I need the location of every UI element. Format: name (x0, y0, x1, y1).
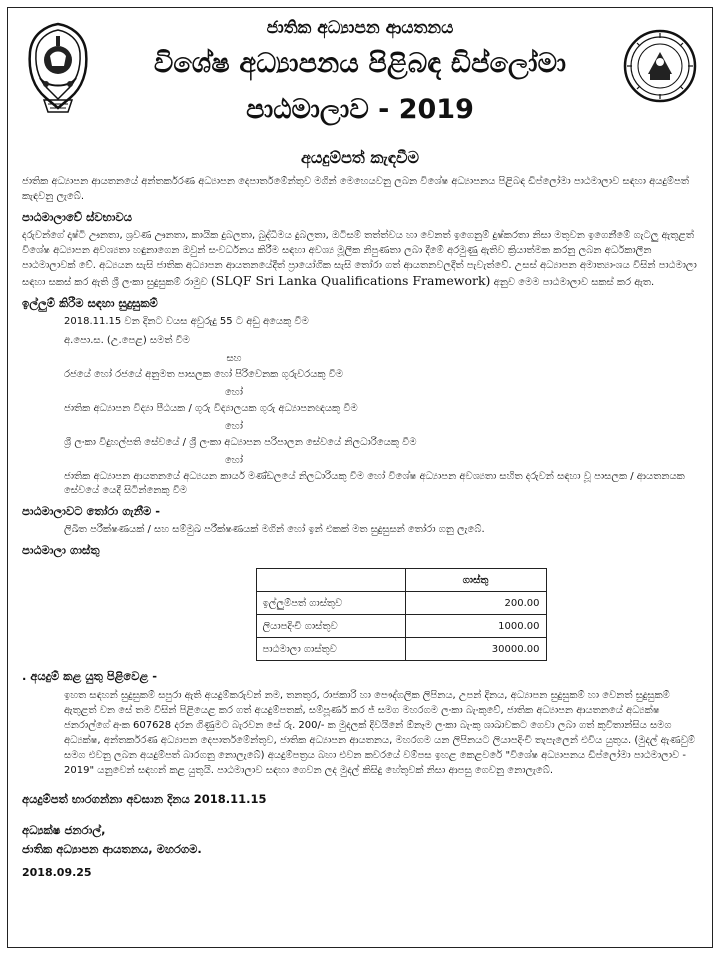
application-text: ඉහත සඳහන් සුදුසුකම් සපුරා ඇති අයදුම්කරුවන් නම, තනතුර, රාජකාරි හා පෞද්ගලික ලිපිනය, උපන් දිනය, අධ්‍යාපන සුදුසුකම් හා වෙනත් සුදුසුකම් ඇතුළත් වන සේ තම විසින් පිළියෙළ කර ගත් අයදුම්පතක්, සම්පූර්ණ කර ජ් සමග මහරගම ලංකා බැංකුවේ, ජාතික අධ්‍යාපන ආයතනයේ අධ්‍යක්ෂ ජනරාල්ගේ අංක 607628 දරන ගිණුමට බැරවන සේ රු. 200/- ක මුදලක් දිවයිනේ ඕනෑම ලංකා බැංකු ශාඛාවකට ගෙවා ලබා ගත් කුවිතාන්සිය සමග අධ්‍යක්ෂ, අන්තර්කරණ අධ්‍යාපන දෙපාර්තමේන්තුව, ජාතික අධ්‍යාපන ආයතනය, මහරගම යන ලිපිනයට ලියාපදිංචි තැපැලෙන් එවිය යුතුය. (මුදල් ඇණවුම් සමග එවනු ලබන අයදුම්පත් බාරගනු නොලැබේ) අයදුම්පත්‍රය බහා එවන කවරයේ වම්පස ඉහළ කෙළවරේ (64, 690, 695, 761)
notice-body (8, 174, 712, 882)
table-row (256, 638, 546, 661)
fees-heading: පාඨමාලා ගාස්තු (22, 543, 100, 557)
fee-label: ඉල්ලුම්පත් ගාස්තුව (256, 592, 405, 615)
nature-paragraph (22, 228, 700, 290)
eligibility-item: ජාතික අධ්‍යාපන ආයතනයේ අධ්‍යයන කාර්ය මණ්ඩලයේ නිලධාරියකු වීම හෝ විශේෂ අධ්‍යාපන අවශ්‍යතා සහිත දරුවන් සඳහා වූ පාසලක / ආයතනයක සේවයේ යෙදී සිටින්නෙකු වීම (64, 471, 685, 496)
and-connector: සහ (226, 353, 242, 364)
course-title: විශේෂ අධ්‍යාපනය පිළිබඳ ඩිප්ලෝමා (153, 48, 567, 79)
fee-amount: 1000.00 (405, 615, 546, 638)
eligibility-item: රජයේ හෝ රජයේ අනුමත පාසලක හෝ පිරිවෙනක ගුරුවරයකු වීම (64, 369, 344, 380)
eligibility-item: 2018.11.15 වන දිනට වයස අවුරුදු 55 ට අඩු අයෙකු වීම (64, 316, 309, 327)
intro-paragraph: ජාතික අධ්‍යාපන ආයතනයේ අන්තර්කරණ අධ්‍යාපන දෙපාර්තමේන්තුව මගින් මෙහෙයවනු ලබන විශේෂ අධ්‍යාපනය පිළිබඳ ඩිප්ලෝමා පාඨමාලාව සඳහා අයදුම්පත් කැඳවනු ලැබේ. (22, 176, 689, 202)
or-connector: හෝ (225, 455, 243, 466)
institute-name: ජාතික අධ්‍යාපන ආයතනය (266, 18, 454, 38)
signature-block (22, 821, 700, 882)
selection-text: ලිඛිත පරීක්ෂණයක් / සහ සම්මුඛ පරීක්ෂණයක් මගින් හෝ ඉන් එකක් මත සුදුසුසන් තෝරා ගනු ලැබේ. (64, 524, 485, 535)
eligibility-heading: ඉල්ලුම් කිරීම සඳහා සුදුසුකම් (22, 296, 158, 310)
eligibility-item: අ.පො.ස. (උ.පෙළ) සමත් වීම (64, 335, 190, 346)
application-text-end: යනුවෙන් සඳහන් කළ යුතුයි. පාඨමාලාව සඳහා ගෙවන ලද මුදල් කිසිදු හේතුවක් නිසා ආපසු ගෙවනු නොලැබේ. (97, 765, 554, 776)
application-quoted-title: "විශේෂ අධ්‍යාපනය ඩිප්ලෝමා පාඨමාලාව - 2019" (64, 750, 687, 776)
eligibility-list (64, 315, 700, 498)
signatory-title: අධ්‍යක්ෂ ජනරාල්, (22, 823, 106, 837)
eligibility-item: ශ්‍රී ලංකා විදුහල්පති සේවයේ / ශ්‍රී ලංකා අධ්‍යාපන පරිපාලන සේවයේ නිලධාරියෙකු වීම (64, 437, 417, 448)
table-row (256, 615, 546, 638)
eligibility-item: ජාතික අධ්‍යාපන විද්‍යා පීඨයක / ගුරු විද්‍යාලයක ගුරු අධ්‍යාපනඥයකු වීම (64, 403, 358, 414)
nature-heading: පාඨමාලාවේ ස්වභාවය (22, 210, 132, 224)
nature-text-end: අනුව මෙම පාඨමාලාව සකස් කර ඇත. (493, 277, 655, 288)
fee-column-header: ගාස්තු (405, 569, 546, 592)
nature-text: දරුවන්ගේ දෘෂ්ටි ඌනතා, ශ්‍රවණ ඌනතා, කායික දුබලතා, බුද්ධිමය දුබලතා, ඔටිසම් තත්ත්වය හා වෙනත් ඉගෙනුම් දුෂ්කරතා නිසා මතුවන ඉගෙනීමේ ගැටලු ඇතුළත් විශේෂ අධ්‍යාපන අවශ්‍යතා හඳුනාගෙන ඔවුන් සංවර්ධනය කිරීම සඳහා අවශ්‍ය මූලික නිපුණතා ලබා දීමේ අරමුණු ඇතිව ක්‍රියාත්මක කරනු ලබන අර්ධකාලීන පාඨමාලාවක් වේ. අධ්‍යයන සැසි ජාතික අධ්‍යාපන ආයතනයේදීත් ප්‍රායෝගික සැසි තෝරා ගත් ආයතනවලදීත් පැවැත්වේ. උසස් අධ්‍යාපන අමාත්‍යාංශය විසින් පාඨමාලා සඳහා සකස් කර ඇති ශ්‍රී ලංකා සුදුසුකම් රාමුව (22, 230, 697, 288)
signature-date: 2018.09.25 (22, 866, 92, 879)
fee-amount: 200.00 (405, 592, 546, 615)
table-header-blank (256, 569, 405, 592)
framework-name: (SLQF Sri Lanka Qualifications Framework) (210, 273, 491, 288)
selection-heading: පාඨමාලාවට තෝරා ගැනීම - (22, 504, 161, 518)
table-row (256, 592, 546, 615)
application-paragraph (64, 688, 700, 778)
signatory-org: ජාතික අධ්‍යාපන ආයතනය, මහරගම. (22, 842, 202, 856)
fee-label: පාඨමාලා ගාස්තුව (256, 638, 405, 661)
notice-title: අයදුම්පත් කැඳවීම (301, 148, 419, 167)
application-heading: . අයදුම් කළ යුතු පිළිවෙළ - (22, 669, 158, 683)
or-connector: හෝ (225, 421, 243, 432)
course-title-year: පාඨමාලාව - 2019 (246, 94, 474, 125)
notice-page (7, 7, 713, 948)
table-header-row (256, 569, 546, 592)
notice-header (8, 8, 712, 148)
fee-amount: 30000.00 (405, 638, 546, 661)
or-connector: හෝ (225, 387, 243, 398)
fee-table (256, 568, 547, 661)
deadline: අයදුම්පත් භාරගන්නා අවසාන දිනය 2018.11.15 (22, 792, 267, 806)
fee-label: ලියාපදිංචි ගාස්තුව (256, 615, 405, 638)
